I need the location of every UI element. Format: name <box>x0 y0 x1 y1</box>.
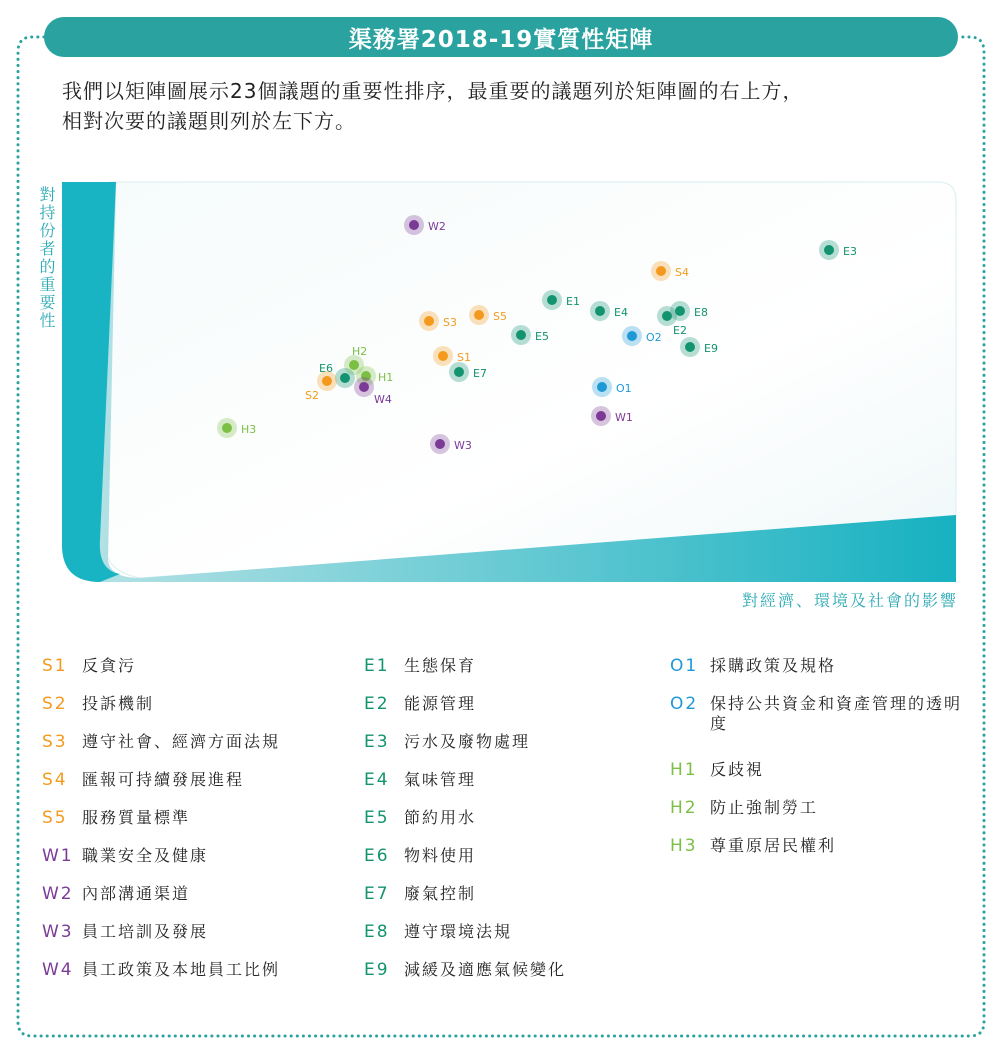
point-label-e9: E9 <box>704 342 718 355</box>
legend-code: S3 <box>42 732 68 752</box>
point-label-s4: S4 <box>675 266 689 279</box>
legend-label: 污水及廢物處理 <box>404 732 531 751</box>
legend-label: 遵守環境法規 <box>404 922 513 941</box>
point-label-h3: H3 <box>241 423 257 436</box>
legend-item-w1 <box>42 846 342 869</box>
point-label-e7: E7 <box>473 367 487 380</box>
legend-code: W1 <box>42 846 74 866</box>
legend-item-s2 <box>42 694 342 717</box>
legend-item-w3 <box>42 922 342 945</box>
legend-label: 職業安全及健康 <box>82 846 209 865</box>
intro-line-1: 我們以矩陣圖展示23個議題的重要性排序，最重要的議題列於矩陣圖的右上方， <box>62 79 804 103</box>
legend-item-e4 <box>364 770 664 793</box>
legend-item-h3 <box>670 836 970 859</box>
legend-code: E3 <box>364 732 390 752</box>
legend-label: 員工培訓及發展 <box>82 922 209 941</box>
legend-code: H1 <box>670 760 698 780</box>
legend-label: 反貪污 <box>82 656 137 675</box>
legend-code: E4 <box>364 770 390 790</box>
legend-item-w2 <box>42 884 342 907</box>
legend-item-e9 <box>364 960 664 983</box>
legend-label: 投訴機制 <box>82 694 155 713</box>
point-label-e5: E5 <box>535 330 549 343</box>
legend-code: O1 <box>670 656 699 676</box>
point-label-w4: W4 <box>374 393 392 406</box>
legend-item-e7 <box>364 884 664 907</box>
point-label-e8: E8 <box>694 306 708 319</box>
point-label-e6: E6 <box>319 362 333 375</box>
x-axis-label: 對經濟、環境及社會的影響 <box>741 591 958 610</box>
legend-label: 生態保育 <box>404 656 477 675</box>
legend-label: 氣味管理 <box>404 770 477 789</box>
page-title: 渠務署2018-19實質性矩陣 <box>348 26 654 53</box>
point-label-h2: H2 <box>352 345 368 358</box>
point-label-s3: S3 <box>443 316 457 329</box>
matrix-background <box>62 182 956 582</box>
legend-code: E2 <box>364 694 390 714</box>
legend-code: W3 <box>42 922 74 942</box>
materiality-matrix-chart <box>0 175 1000 615</box>
legend-item-o2 <box>670 694 970 734</box>
point-label-o1: O1 <box>616 382 632 395</box>
legend-code: E5 <box>364 808 390 828</box>
legend-item-w4 <box>42 960 342 983</box>
point-label-o2: O2 <box>646 331 662 344</box>
intro-text <box>62 76 952 136</box>
legend-code: S4 <box>42 770 68 790</box>
legend-column-operation-human-rights <box>670 656 970 874</box>
legend-item-s4 <box>42 770 342 793</box>
legend-code: S1 <box>42 656 68 676</box>
legend-label: 防止強制勞工 <box>710 798 819 817</box>
legend-item-s5 <box>42 808 342 831</box>
intro-line-2: 相對次要的議題則列於左下方。 <box>62 109 356 133</box>
legend-label: 服務質量標準 <box>82 808 191 827</box>
legend-code: H2 <box>670 798 698 818</box>
legend-label: 反歧視 <box>710 760 765 779</box>
legend-label: 採購政策及規格 <box>710 656 837 675</box>
legend-label: 廢氣控制 <box>404 884 477 903</box>
point-label-w1: W1 <box>615 411 633 424</box>
legend-label: 尊重原居民權利 <box>710 836 837 855</box>
legend-item-o1 <box>670 656 970 679</box>
legend-code: E9 <box>364 960 390 980</box>
point-label-e2: E2 <box>673 324 687 337</box>
point-label-s2: S2 <box>305 389 319 402</box>
legend-item-h2 <box>670 798 970 821</box>
legend-item-e2 <box>364 694 664 717</box>
legend-label: 內部溝通渠道 <box>82 884 191 903</box>
legend-label: 遵守社會、經濟方面法規 <box>82 732 281 751</box>
legend-item-s3 <box>42 732 342 755</box>
point-label-w2: W2 <box>428 220 446 233</box>
legend-item-e8 <box>364 922 664 945</box>
title-banner <box>44 17 958 57</box>
legend-code: W2 <box>42 884 74 904</box>
legend-code: E8 <box>364 922 390 942</box>
point-label-s1: S1 <box>457 351 471 364</box>
point-label-s5: S5 <box>493 310 507 323</box>
legend-item-e1 <box>364 656 664 679</box>
legend-code: O2 <box>670 694 699 714</box>
legend-item-h1 <box>670 760 970 783</box>
point-label-h1: H1 <box>378 371 394 384</box>
legend-column-environment <box>364 656 664 998</box>
y-axis-label: 對持份者的重要性 <box>37 186 56 330</box>
point-label-e3: E3 <box>843 245 857 258</box>
legend-label: 匯報可持續發展進程 <box>82 770 245 789</box>
legend-item-e3 <box>364 732 664 755</box>
legend-code: S5 <box>42 808 68 828</box>
legend-item-e6 <box>364 846 664 869</box>
legend-code: E1 <box>364 656 390 676</box>
legend-code: H3 <box>670 836 698 856</box>
legend-label: 保持公共資金和資產管理的透明度 <box>710 694 963 733</box>
point-label-w3: W3 <box>454 439 472 452</box>
legend-label: 能源管理 <box>404 694 477 713</box>
point-label-e4: E4 <box>614 306 628 319</box>
legend-label: 節約用水 <box>404 808 477 827</box>
legend-code: E7 <box>364 884 390 904</box>
legend-column-social-workplace <box>42 656 342 998</box>
legend-code: S2 <box>42 694 68 714</box>
legend-code: E6 <box>364 846 390 866</box>
legend-label: 員工政策及本地員工比例 <box>82 960 281 979</box>
legend-item-s1 <box>42 656 342 679</box>
legend-label: 物料使用 <box>404 846 477 865</box>
legend-code: W4 <box>42 960 74 980</box>
legend-item-e5 <box>364 808 664 831</box>
point-label-e1: E1 <box>566 295 580 308</box>
legend-label: 減緩及適應氣候變化 <box>404 960 567 979</box>
